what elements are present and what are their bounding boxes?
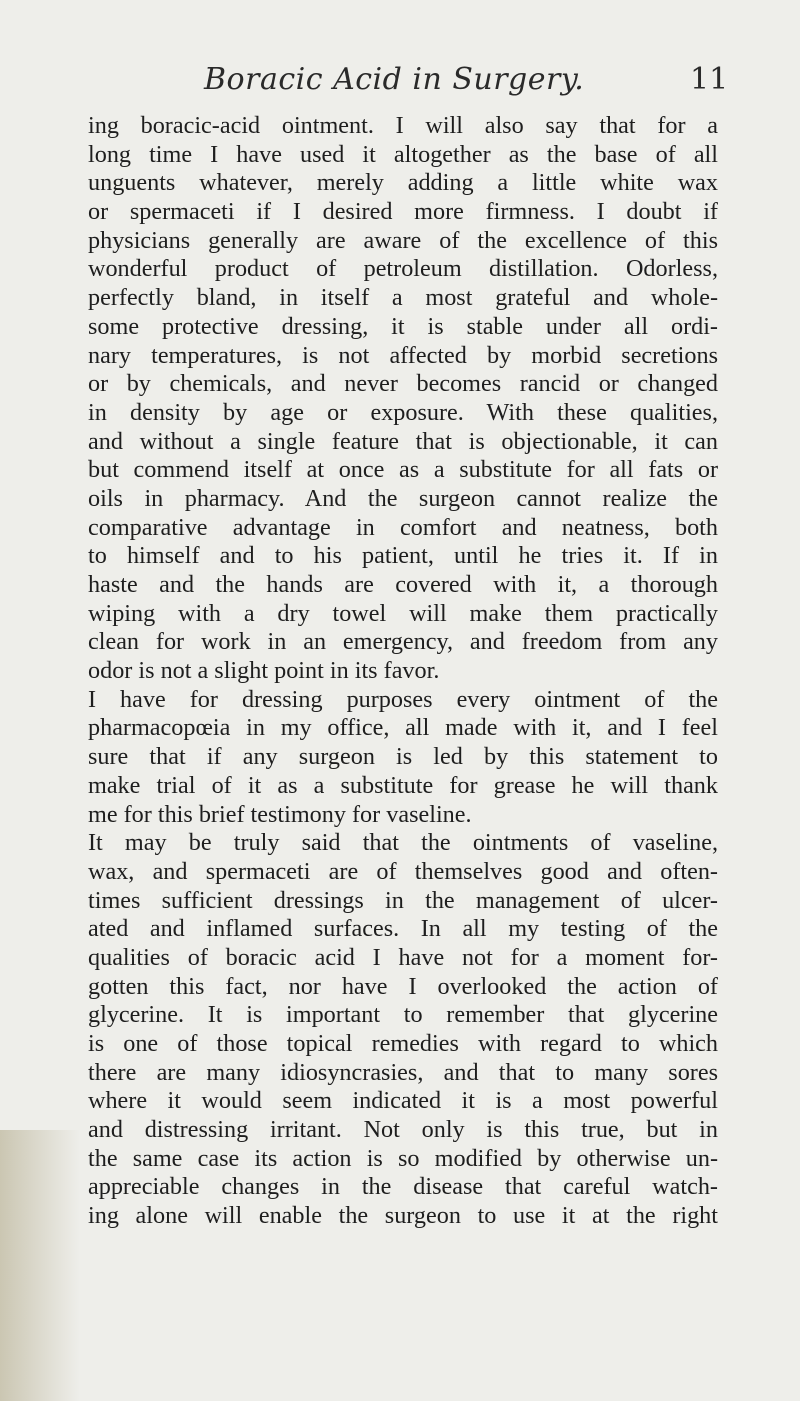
text-line: and without a single feature that is objectionable, it can — [88, 427, 718, 455]
text-line: make trial of it as a substitute for grease he will thank — [88, 771, 718, 799]
text-line: ing boracic-acid ointment. I will also say that for a — [88, 112, 718, 139]
page-edge-stain — [0, 1130, 80, 1401]
text-line: but commend itself at once as a substitute for all fats or — [88, 456, 718, 484]
text-line: there are many idiosyncrasies, and that to many sores — [88, 1058, 718, 1086]
text-line: wax, and spermaceti are of themselves good and often- — [88, 857, 718, 885]
text-line: perfectly bland, in itself a most grateful and whole- — [88, 284, 718, 312]
text-line: or spermaceti if I desired more firmness. I doubt if — [88, 198, 718, 226]
text-line: qualities of boracic acid I have not for a moment for- — [88, 943, 718, 971]
text-line: oils in pharmacy. And the surgeon cannot realize the — [88, 484, 718, 512]
body-text — [88, 112, 718, 1231]
running-title: Boracic Acid in Surgery. — [204, 62, 585, 97]
text-line: clean for work in an emergency, and freedom from any — [88, 628, 718, 656]
text-line: wonderful product of petroleum distillation. Odorless, — [88, 255, 718, 283]
text-line: long time I have used it altogether as the base of all — [88, 140, 718, 168]
text-line: wiping with a dry towel will make them practically — [88, 599, 718, 627]
text-line: me for this brief testimony for vaseline. — [88, 800, 472, 828]
text-line: odor is not a slight point in its favor. — [88, 657, 440, 685]
text-line: the same case its action is so modified by otherwise un- — [88, 1144, 718, 1172]
text-line: pharmacopœia in my office, all made with it, and I feel — [88, 714, 718, 742]
text-line: where it would seem indicated it is a most powerful — [88, 1087, 718, 1115]
text-line: appreciable changes in the disease that careful watch- — [88, 1173, 718, 1201]
text-line: ated and inflamed surfaces. In all my testing of the — [88, 915, 718, 943]
text-line: gotten this fact, nor have I overlooked the action of — [88, 972, 718, 1000]
text-line: ing alone will enable the surgeon to use it at the right — [88, 1202, 718, 1230]
text-line: in density by age or exposure. With these qualities, — [88, 398, 718, 426]
text-line: physicians generally are aware of the excellence of this — [88, 226, 718, 254]
text-line: is one of those topical remedies with regard to which — [88, 1030, 718, 1057]
text-line: and distressing irritant. Not only is this true, but in — [88, 1116, 718, 1144]
text-line: glycerine. It is important to remember that glycerine — [88, 1001, 718, 1029]
text-line: nary temperatures, is not affected by morbid secretions — [88, 341, 718, 369]
text-line: It may be truly said that the ointments of vaseline, — [88, 829, 718, 857]
page-number: 11 — [690, 62, 729, 97]
text-line: sure that if any surgeon is led by this statement to — [88, 743, 718, 771]
running-head — [0, 62, 800, 102]
text-line: some protective dressing, it is stable under all ordi- — [88, 312, 718, 340]
text-line: I have for dressing purposes every ointment of the — [88, 685, 718, 713]
text-line: unguents whatever, merely adding a little white wax — [88, 169, 718, 197]
text-line: to himself and to his patient, until he tries it. If in — [88, 542, 718, 570]
text-line: haste and the hands are covered with it, a thorough — [88, 571, 718, 598]
text-line: times sufficient dressings in the management of ulcer- — [88, 886, 718, 914]
text-line: comparative advantage in comfort and neatness, both — [88, 513, 718, 541]
text-line: or by chemicals, and never becomes rancid or changed — [88, 370, 718, 398]
